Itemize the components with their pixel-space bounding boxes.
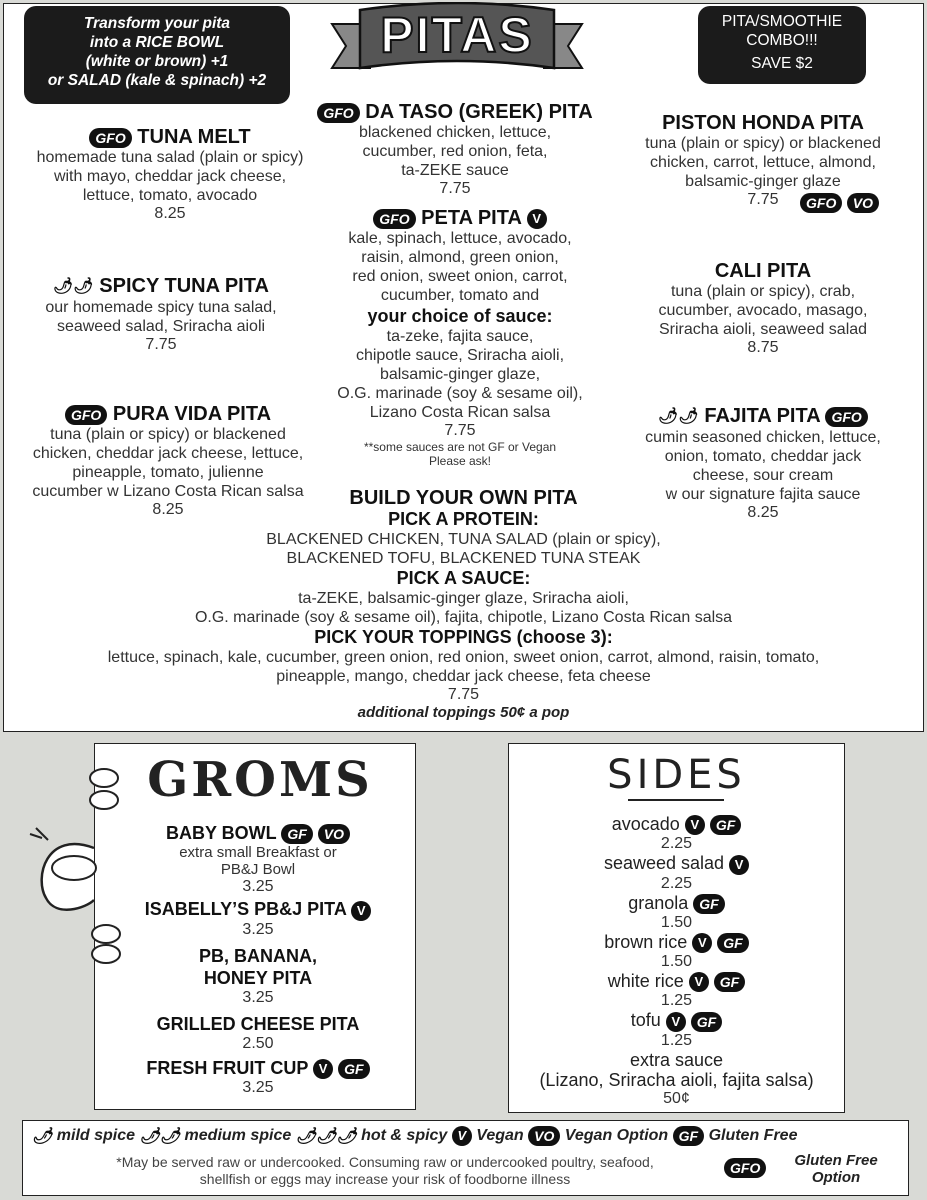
item-name: SPICY TUNA PITA <box>99 275 269 297</box>
item-desc: tuna (plain or spicy) or blackened <box>50 426 286 443</box>
item-name: CALI PITA <box>714 260 812 282</box>
item-name: PETA PITA <box>421 207 522 229</box>
spicy-tuna-item <box>0 275 322 354</box>
item-price: 8.75 <box>747 339 779 356</box>
item-desc: chicken, cheddar jack cheese, lettuce, <box>32 445 304 462</box>
sauce-heading: PICK A SAUCE: <box>396 568 531 588</box>
item-name: TUNA MELT <box>137 126 251 148</box>
rice-bowl-line: (white or brown) +1 <box>85 53 229 70</box>
protein-options: BLACKENED TOFU, BLACKENED TUNA STEAK <box>286 550 641 567</box>
rice-bowl-line: or SALAD (kale & spinach) +2 <box>47 72 267 89</box>
item-name: DA TASO (GREEK) PITA <box>365 101 593 123</box>
item-desc: blackened chicken, lettuce, <box>358 124 552 141</box>
side-name: extra sauce <box>629 1049 724 1070</box>
sauce-option: ta-zeke, fajita sauce, <box>386 328 534 345</box>
gf-badge: GF <box>717 933 748 953</box>
item-desc: our homemade spicy tuna salad, <box>45 298 277 316</box>
item-price: 3.25 <box>242 878 274 896</box>
vegan-badge: V <box>527 209 547 229</box>
side-name: white rice <box>607 971 684 991</box>
page-title: PITAS <box>380 7 534 63</box>
vegan-badge: V <box>351 901 371 921</box>
combo-line: COMBO!!! <box>746 32 818 49</box>
sides-title-underline <box>628 799 724 801</box>
piston-price-row <box>610 191 916 209</box>
sauce-option: Lizano Costa Rican salsa <box>369 404 551 421</box>
item-desc: tuna (plain or spicy) or blackened <box>645 135 881 152</box>
pepper-icon: 🌶🌶 <box>139 1128 181 1145</box>
item-name: BABY BOWL <box>165 823 277 843</box>
gf-badge: GF <box>281 824 312 844</box>
pepper-icon: 🌶🌶 <box>53 277 94 295</box>
item-price: 2.50 <box>242 1034 274 1052</box>
side-price: 2.25 <box>660 874 693 892</box>
gfo-badge: GFO <box>724 1158 766 1178</box>
extra-toppings: additional toppings 50¢ a pop <box>357 704 570 721</box>
sauce-option: O.G. marinade (soy & sesame oil), <box>337 385 583 402</box>
gf-badge: GF <box>714 972 745 992</box>
side-name: tofu <box>630 1010 661 1031</box>
item-desc: lettuce, tomato, avocado <box>82 187 258 204</box>
cali-pita-item <box>610 260 916 357</box>
side-name: granola <box>628 892 689 913</box>
item-price: 8.25 <box>154 205 186 222</box>
legend-gfo-line: Gluten Free <box>794 1152 878 1169</box>
gf-badge: GF <box>691 1012 722 1032</box>
vo-badge: VO <box>847 193 879 213</box>
item-desc: tuna (plain or spicy), crab, <box>670 283 856 300</box>
disclaimer <box>60 1154 710 1188</box>
peta-pita-item <box>300 207 620 468</box>
item-price: 7.75 <box>145 335 177 353</box>
item-name: PISTON HONDA PITA <box>662 112 864 134</box>
vegan-badge: V <box>313 1059 333 1079</box>
gfo-badge: GFO <box>373 209 415 229</box>
legend-row <box>32 1126 892 1146</box>
vegan-badge: V <box>689 972 709 992</box>
item-desc: red onion, sweet onion, carrot, <box>352 268 568 285</box>
toppings-heading: PICK YOUR TOPPINGS (choose 3): <box>314 627 613 647</box>
build-your-own <box>10 487 917 722</box>
item-name: GRILLED CHEESE PITA <box>156 1013 360 1034</box>
gf-badge: GF <box>693 894 724 914</box>
item-price: 3.25 <box>242 988 274 1006</box>
gf-badge: GF <box>673 1126 704 1146</box>
piston-honda-item <box>610 112 916 209</box>
toppings-options: pineapple, mango, cheddar jack cheese, feta cheese <box>276 668 651 685</box>
sauce-option: balsamic-ginger glaze, <box>379 366 541 383</box>
sauce-options: ta-ZEKE, balsamic-ginger glaze, Sriracha aioli, <box>298 590 629 607</box>
rice-bowl-box <box>24 6 290 104</box>
item-desc: cucumber, tomato and <box>380 287 540 304</box>
toppings-options: lettuce, spinach, kale, cucumber, green onion, red onion, sweet onion, carrot, almond, raisin, tomato, <box>107 649 820 666</box>
item-desc: cumin seasoned chicken, lettuce, <box>645 428 881 446</box>
item-name: FAJITA PITA <box>704 405 820 427</box>
sides-list <box>510 814 843 1108</box>
item-desc: cucumber w Lizano Costa Rican salsa <box>32 483 304 500</box>
vegan-badge: V <box>666 1012 686 1032</box>
side-price: 2.25 <box>660 835 693 853</box>
side-desc: (Lizano, Sriracha aioli, fajita salsa) <box>539 1069 814 1090</box>
side-name: brown rice <box>604 931 688 952</box>
side-price: 1.50 <box>660 913 693 931</box>
rice-bowl-line: into a RICE BOWL <box>89 34 225 51</box>
legend-medium: medium spice <box>184 1127 292 1145</box>
item-desc: cucumber, avocado, masago, <box>658 302 868 319</box>
legend-hot: hot & spicy <box>361 1127 448 1145</box>
disclaimer-line: *May be served raw or undercooked. Consuming raw or undercooked poultry, seafood, <box>116 1154 654 1170</box>
legend-gluten-free: Gluten Free <box>708 1127 798 1145</box>
sauce-option: chipotle sauce, Sriracha aioli, <box>355 347 565 364</box>
item-desc: kale, spinach, lettuce, avocado, <box>348 230 572 247</box>
groms-title: GROMS <box>147 752 373 808</box>
item-desc: ta-ZEKE sauce <box>401 162 509 179</box>
side-name: seaweed salad <box>603 853 725 874</box>
vegan-badge: V <box>729 855 749 875</box>
protein-heading: PICK A PROTEIN: <box>388 509 539 529</box>
build-title: BUILD YOUR OWN PITA <box>349 487 578 509</box>
legend-vegan: Vegan <box>476 1127 524 1145</box>
pepper-icon: 🌶🌶🌶 <box>295 1128 357 1145</box>
item-name: ISABELLY’S PB&J PITA <box>144 899 347 920</box>
combo-line: PITA/SMOOTHIE <box>721 13 843 30</box>
item-desc: seaweed salad, Sriracha aioli <box>56 317 266 335</box>
sauce-note: **some sauces are not GF or Vegan <box>363 440 557 454</box>
item-desc: Sriracha aioli, seaweed salad <box>658 321 868 338</box>
item-price: 7.75 <box>444 422 476 439</box>
item-desc: balsamic-ginger glaze <box>685 173 841 190</box>
gfo-badge: GFO <box>317 103 359 123</box>
vegan-badge: V <box>685 815 705 835</box>
side-name: avocado <box>611 814 680 834</box>
item-name: PURA VIDA PITA <box>112 403 272 425</box>
item-name: FRESH FRUIT CUP <box>146 1057 309 1078</box>
item-price: 3.25 <box>242 1078 274 1096</box>
combo-box <box>698 6 866 84</box>
sides-title: SIDES <box>607 752 746 798</box>
item-price: 3.25 <box>242 920 274 938</box>
gfo-badge: GFO <box>800 193 842 213</box>
vegan-badge: V <box>452 1126 472 1146</box>
legend-vegan-option: Vegan Option <box>564 1127 669 1145</box>
item-desc: cucumber, red onion, feta, <box>362 143 548 160</box>
tuna-melt-item <box>0 126 340 223</box>
item-desc: pineapple, tomato, julienne <box>72 464 264 481</box>
item-price: 8.25 <box>747 503 779 521</box>
gfo-badge: GFO <box>825 407 867 427</box>
item-desc: raisin, almond, green onion, <box>361 249 559 266</box>
item-name: PB, BANANA, <box>198 945 317 966</box>
side-price: 50¢ <box>663 1089 690 1107</box>
item-desc: homemade tuna salad (plain or spicy) <box>36 149 304 166</box>
item-price: 8.25 <box>152 501 184 518</box>
groms-list <box>108 822 408 1097</box>
combo-savings: SAVE $2 <box>751 55 813 72</box>
item-desc: w our signature fajita sauce <box>665 485 861 503</box>
item-desc: extra small Breakfast or <box>179 844 337 862</box>
gf-badge: GF <box>338 1059 369 1079</box>
da-taso-item <box>290 101 620 198</box>
sauce-note: Please ask! <box>428 454 492 468</box>
gfo-badge: GFO <box>65 405 107 425</box>
legend-gfo-line: Option <box>811 1169 861 1186</box>
side-price: 1.50 <box>660 953 693 970</box>
side-price: 1.25 <box>660 992 693 1010</box>
item-desc: PB&J Bowl <box>220 861 296 879</box>
sauce-options: O.G. marinade (soy & sesame oil), fajita, chipotle, Lizano Costa Rican salsa <box>194 609 733 626</box>
sauce-choice-heading: your choice of sauce: <box>367 306 553 326</box>
pepper-icon: 🌶 <box>32 1128 53 1145</box>
item-desc: with mayo, cheddar jack cheese, <box>53 168 287 185</box>
item-name: HONEY PITA <box>203 967 313 988</box>
protein-options: BLACKENED CHICKEN, TUNA SALAD (plain or spicy), <box>266 531 661 548</box>
item-price: 7.75 <box>439 180 471 197</box>
rice-bowl-line: Transform your pita <box>83 15 231 32</box>
vegan-badge: V <box>692 933 712 953</box>
vo-badge: VO <box>528 1126 560 1146</box>
gfo-badge: GFO <box>89 128 131 148</box>
gf-badge: GF <box>710 815 741 835</box>
build-price: 7.75 <box>447 686 480 703</box>
legend-mild: mild spice <box>56 1127 136 1145</box>
item-desc: cheese, sour cream <box>692 466 834 484</box>
item-desc: onion, tomato, cheddar jack <box>664 447 862 465</box>
disclaimer-line: shellfish or eggs may increase your risk of foodborne illness <box>199 1171 571 1187</box>
item-price: 7.75 <box>747 191 779 208</box>
item-desc: chicken, carrot, lettuce, almond, <box>650 154 876 171</box>
pepper-icon: 🌶🌶 <box>658 407 699 425</box>
side-price: 1.25 <box>660 1031 693 1049</box>
vo-badge: VO <box>318 824 350 844</box>
